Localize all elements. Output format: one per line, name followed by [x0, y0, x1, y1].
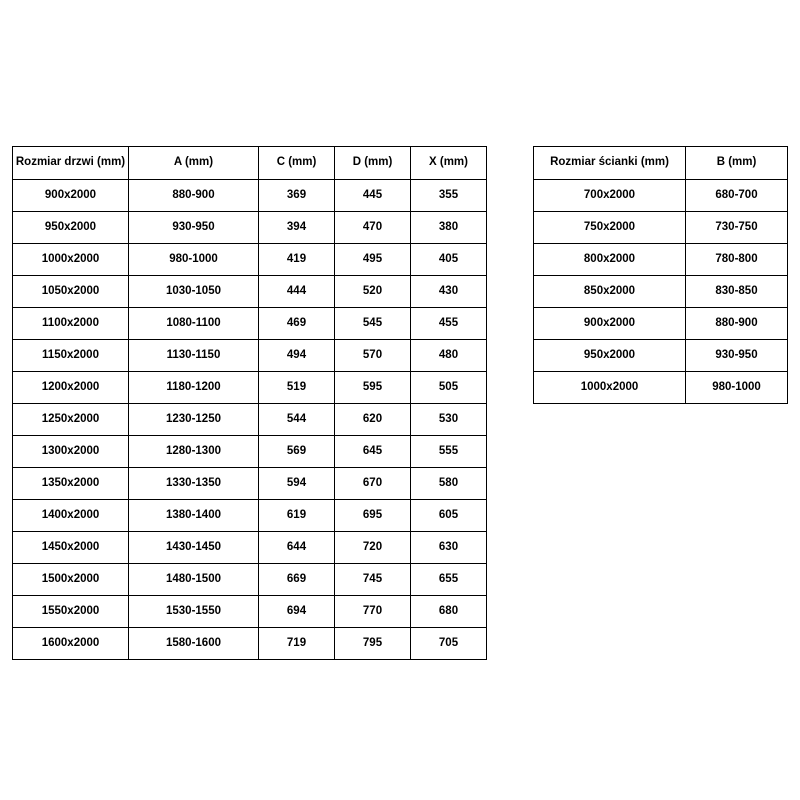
cell-a: 980-1000	[129, 244, 259, 276]
table-row	[13, 532, 487, 564]
cell-b: 830-850	[686, 276, 788, 308]
table-row	[534, 180, 788, 212]
cell-door-size: 950x2000	[13, 212, 129, 244]
table-row	[13, 180, 487, 212]
cell-x: 380	[411, 212, 487, 244]
cell-c: 369	[259, 180, 335, 212]
wall-size-table	[533, 146, 788, 404]
cell-a: 880-900	[129, 180, 259, 212]
cell-x: 655	[411, 564, 487, 596]
cell-c: 619	[259, 500, 335, 532]
table-row	[13, 340, 487, 372]
cell-a: 1430-1450	[129, 532, 259, 564]
table-row	[13, 468, 487, 500]
cell-x: 605	[411, 500, 487, 532]
cell-a: 1280-1300	[129, 436, 259, 468]
cell-b: 930-950	[686, 340, 788, 372]
table-row	[13, 596, 487, 628]
table-row	[13, 372, 487, 404]
table-row	[13, 628, 487, 660]
cell-x: 630	[411, 532, 487, 564]
cell-d: 770	[335, 596, 411, 628]
cell-d: 595	[335, 372, 411, 404]
column-header-a: A (mm)	[129, 147, 259, 180]
cell-a: 1480-1500	[129, 564, 259, 596]
cell-door-size: 1400x2000	[13, 500, 129, 532]
cell-c: 594	[259, 468, 335, 500]
cell-b: 680-700	[686, 180, 788, 212]
column-header-b: B (mm)	[686, 147, 788, 180]
table-header-row	[534, 147, 788, 180]
table-row	[13, 276, 487, 308]
cell-wall-size: 850x2000	[534, 276, 686, 308]
cell-x: 580	[411, 468, 487, 500]
cell-a: 1180-1200	[129, 372, 259, 404]
cell-wall-size: 800x2000	[534, 244, 686, 276]
column-header-wall-size: Rozmiar ścianki (mm)	[534, 147, 686, 180]
cell-x: 480	[411, 340, 487, 372]
column-header-door-size: Rozmiar drzwi (mm)	[13, 147, 129, 180]
cell-c: 444	[259, 276, 335, 308]
cell-door-size: 1150x2000	[13, 340, 129, 372]
cell-c: 644	[259, 532, 335, 564]
table-row	[534, 212, 788, 244]
column-header-c: C (mm)	[259, 147, 335, 180]
cell-d: 445	[335, 180, 411, 212]
table-header-row	[13, 147, 487, 180]
cell-d: 795	[335, 628, 411, 660]
column-header-d: D (mm)	[335, 147, 411, 180]
cell-door-size: 1450x2000	[13, 532, 129, 564]
table-row	[534, 276, 788, 308]
cell-d: 470	[335, 212, 411, 244]
cell-a: 1580-1600	[129, 628, 259, 660]
cell-door-size: 1000x2000	[13, 244, 129, 276]
table-row	[534, 372, 788, 404]
cell-x: 355	[411, 180, 487, 212]
table-row	[534, 308, 788, 340]
table-row	[13, 404, 487, 436]
cell-d: 645	[335, 436, 411, 468]
cell-door-size: 1050x2000	[13, 276, 129, 308]
table-row	[13, 564, 487, 596]
cell-c: 394	[259, 212, 335, 244]
column-header-x: X (mm)	[411, 147, 487, 180]
cell-wall-size: 700x2000	[534, 180, 686, 212]
cell-door-size: 1200x2000	[13, 372, 129, 404]
cell-wall-size: 750x2000	[534, 212, 686, 244]
table-row	[13, 212, 487, 244]
cell-d: 520	[335, 276, 411, 308]
table-row	[534, 244, 788, 276]
cell-door-size: 1350x2000	[13, 468, 129, 500]
cell-door-size: 900x2000	[13, 180, 129, 212]
cell-a: 1230-1250	[129, 404, 259, 436]
cell-a: 1030-1050	[129, 276, 259, 308]
cell-d: 570	[335, 340, 411, 372]
cell-door-size: 1300x2000	[13, 436, 129, 468]
cell-d: 745	[335, 564, 411, 596]
cell-a: 1130-1150	[129, 340, 259, 372]
cell-door-size: 1500x2000	[13, 564, 129, 596]
cell-c: 419	[259, 244, 335, 276]
door-size-table	[12, 146, 487, 660]
cell-b: 980-1000	[686, 372, 788, 404]
cell-c: 544	[259, 404, 335, 436]
cell-x: 530	[411, 404, 487, 436]
table-row	[13, 436, 487, 468]
cell-wall-size: 950x2000	[534, 340, 686, 372]
cell-c: 569	[259, 436, 335, 468]
cell-c: 669	[259, 564, 335, 596]
table-row	[13, 244, 487, 276]
cell-wall-size: 1000x2000	[534, 372, 686, 404]
cell-a: 1330-1350	[129, 468, 259, 500]
cell-x: 405	[411, 244, 487, 276]
table-row	[534, 340, 788, 372]
cell-b: 780-800	[686, 244, 788, 276]
cell-x: 705	[411, 628, 487, 660]
cell-b: 880-900	[686, 308, 788, 340]
cell-a: 1080-1100	[129, 308, 259, 340]
cell-a: 930-950	[129, 212, 259, 244]
cell-d: 720	[335, 532, 411, 564]
cell-c: 719	[259, 628, 335, 660]
cell-x: 430	[411, 276, 487, 308]
cell-b: 730-750	[686, 212, 788, 244]
table-row	[13, 308, 487, 340]
cell-d: 495	[335, 244, 411, 276]
cell-d: 695	[335, 500, 411, 532]
cell-door-size: 1600x2000	[13, 628, 129, 660]
cell-c: 519	[259, 372, 335, 404]
cell-x: 505	[411, 372, 487, 404]
cell-a: 1380-1400	[129, 500, 259, 532]
table-row	[13, 500, 487, 532]
cell-d: 545	[335, 308, 411, 340]
cell-x: 455	[411, 308, 487, 340]
cell-wall-size: 900x2000	[534, 308, 686, 340]
cell-x: 555	[411, 436, 487, 468]
cell-a: 1530-1550	[129, 596, 259, 628]
cell-x: 680	[411, 596, 487, 628]
cell-door-size: 1550x2000	[13, 596, 129, 628]
cell-c: 494	[259, 340, 335, 372]
cell-d: 670	[335, 468, 411, 500]
cell-c: 469	[259, 308, 335, 340]
cell-d: 620	[335, 404, 411, 436]
cell-door-size: 1250x2000	[13, 404, 129, 436]
cell-door-size: 1100x2000	[13, 308, 129, 340]
cell-c: 694	[259, 596, 335, 628]
